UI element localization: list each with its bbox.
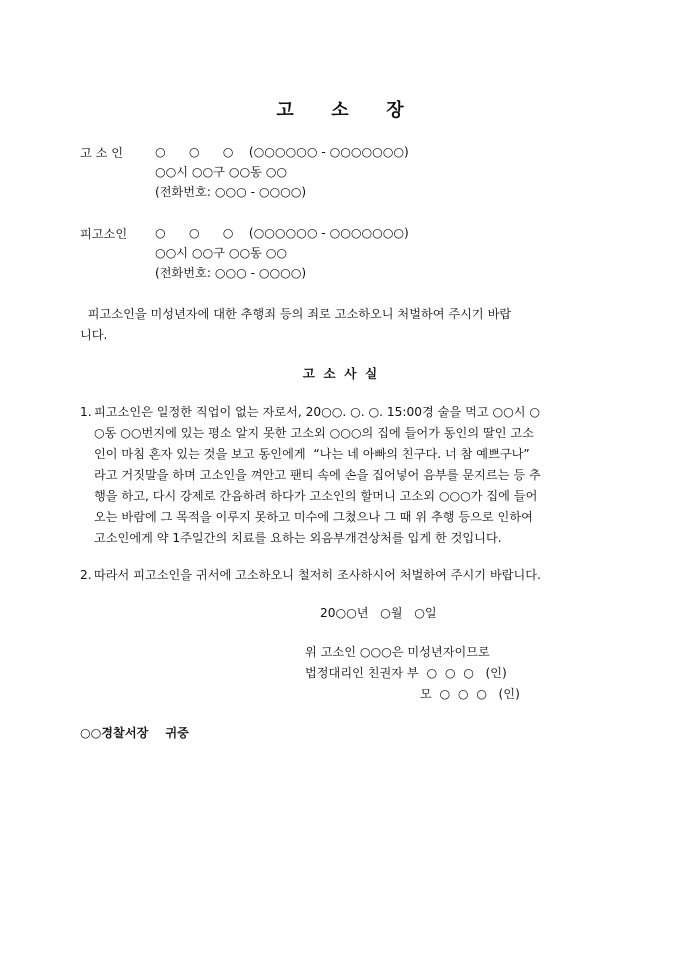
- document-date: 20○○년 ○월 ○일: [320, 606, 437, 620]
- intro-line: 피고소인을 미성년자에 대한 추행죄 등의 죄로 고소하오니 처벌하여 주시기 바랍: [80, 307, 512, 321]
- fact-line: ○동 ○○번지에 있는 평소 알지 못한 고소외 ○○○의 집에 들어가 동인의 딸인 고소: [94, 426, 534, 440]
- fact-line: 라고 거짓말을 하며 고소인을 껴안고 팬티 속에 손을 집어넣어 음부를 문지르는 등 추: [94, 468, 541, 482]
- signature-line: 위 고소인 ○○○은 미성년자이므로: [305, 645, 490, 659]
- facts-title: 고 소 사 실: [302, 366, 378, 381]
- accused-label: 피고소인: [80, 227, 128, 241]
- fact-line: 따라서 피고소인을 귀서에 고소하오니 철저히 조사하시어 처벌하여 주시기 바랍니다.: [94, 568, 541, 582]
- signature-line: 법정대리인 친권자 부 ○ ○ ○ (인): [305, 666, 507, 680]
- fact-number: 2.: [80, 568, 92, 582]
- fact-number: 1.: [80, 405, 92, 419]
- fact-line: 오는 바람에 그 목적을 이루지 못하고 미수에 그쳤으나 그 때 위 추행 등으로 인하여: [94, 510, 533, 524]
- fact-item: [80, 404, 600, 554]
- complainant-address: ○○시 ○○구 ○○동 ○○: [155, 165, 288, 179]
- fact-line: 행을 하고, 다시 강제로 간음하려 하다가 고소인의 할머니 고소외 ○○○가 집에 들어: [94, 489, 538, 503]
- complainant-name: ○ ○ ○ (○○○○○○ - ○○○○○○○): [155, 145, 409, 159]
- accused-address: ○○시 ○○구 ○○동 ○○: [155, 246, 288, 260]
- fact-line: 피고소인은 일정한 직업이 없는 자로서, 20○○. ○. ○. 15:00경 술을 먹고 ○○시 ○: [94, 405, 541, 419]
- document-title: 고 소 장: [276, 100, 404, 121]
- signature-line: 모 ○ ○ ○ (인): [420, 687, 520, 701]
- fact-item: [80, 567, 600, 587]
- accused-name: ○ ○ ○ (○○○○○○ - ○○○○○○○): [155, 226, 409, 240]
- complainant-label: 고 소 인: [80, 146, 124, 160]
- fact-line: 인이 마침 혼자 있는 것을 보고 동인에게 “나는 네 아빠의 친구다. 너 참 예쁘구나”: [94, 447, 530, 461]
- accused-phone: (전화번호: ○○○ - ○○○○): [155, 266, 307, 280]
- complainant-phone: (전화번호: ○○○ - ○○○○): [155, 185, 307, 199]
- intro-line: 니다.: [80, 328, 108, 342]
- recipient: ○○경찰서장 귀중: [80, 726, 189, 740]
- fact-line: 고소인에게 약 1주일간의 치료를 요하는 외음부개견상처를 입게 한 것입니다.: [94, 531, 502, 545]
